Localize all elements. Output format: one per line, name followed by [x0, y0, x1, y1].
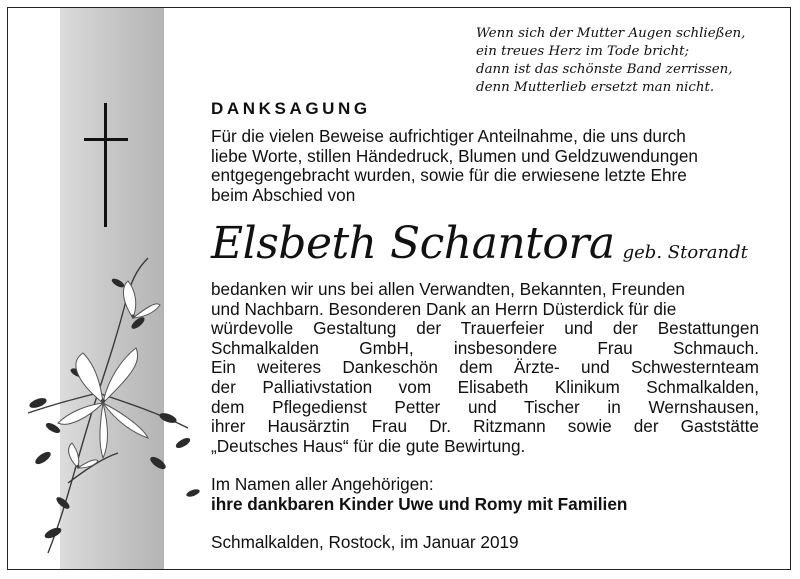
- closing-line: Im Namen aller Angehörigen:: [211, 474, 434, 494]
- thanks-line: und Nachbarn. Besonderen Dank an Herrn Düsterdick für die: [211, 298, 677, 319]
- thanks-line: bedanken wir uns bei allen Verwandten, Bekannten, Freunden: [211, 279, 685, 299]
- intro-line: liebe Worte, stillen Händedruck, Blumen und Geldzuwendungen: [211, 145, 698, 166]
- poem-line: Wenn sich der Mutter Augen schließen,: [476, 26, 746, 41]
- thanks-line: „Deutsches Haus“ für die gute Bewirtung.: [211, 435, 526, 456]
- obituary-notice: [7, 7, 791, 570]
- intro-line: beim Abschied von: [211, 184, 356, 205]
- intro-line: entgegengebracht wurden, sowie für die erwiesene letzte Ehre: [211, 165, 687, 186]
- poem-line: dann ist das schönste Band zerrissen,: [476, 62, 733, 77]
- thanks-line: der Palliativstation vom Elisabeth Klinikum Schmalkalden,: [211, 376, 759, 397]
- intro-line: Für die vielen Beweise aufrichtiger Anteilnahme, die uns durch: [211, 126, 686, 146]
- intro-paragraph: [211, 127, 759, 205]
- poem-verse: [476, 25, 776, 97]
- poem-line: ein treues Herz im Tode bricht;: [476, 44, 690, 59]
- thanks-line: Ein weiteres Dankeschön dem Ärzte- und Schwesternteam: [211, 357, 759, 378]
- thanks-line: würdevolle Gestaltung der Trauerfeier und der Bestattungen: [211, 318, 759, 339]
- deceased-name: Elsbeth Schantora: [211, 218, 615, 269]
- thanks-line: dem Pflegedienst Petter und Tischer in Wernshausen,: [211, 396, 759, 417]
- thanks-paragraph: [211, 280, 759, 456]
- cross-icon: [84, 103, 128, 227]
- lily-flowers-icon: [8, 253, 208, 563]
- place-date: Schmalkalden, Rostock, im Januar 2019: [211, 532, 519, 552]
- thanks-line: ihrer Hausärztin Frau Dr. Ritzmann sowie der Gaststätte: [211, 416, 759, 437]
- signature: ihre dankbaren Kinder Uwe und Romy mit Familien: [211, 493, 628, 514]
- thanks-line: Schmalkalden GmbH, insbesondere Frau Schmauch.: [211, 337, 759, 358]
- closing-block: [211, 475, 771, 514]
- notice-heading: DANKSAGUNG: [211, 99, 371, 118]
- deceased-birth-name: geb. Storandt: [622, 242, 748, 263]
- deceased-name-block: [211, 218, 748, 269]
- poem-line: denn Mutterlieb ersetzt man nicht.: [476, 80, 715, 95]
